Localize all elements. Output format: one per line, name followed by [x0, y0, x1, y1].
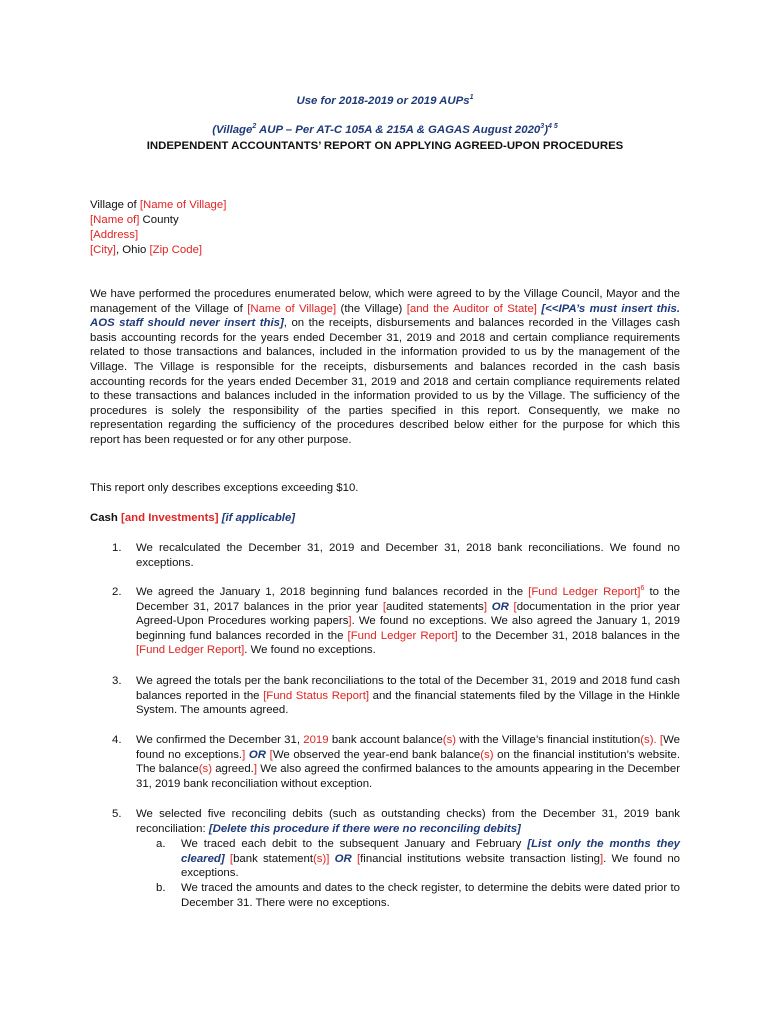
- usage-note: Use for 2018-2019 or 2019 AUPs$^1$: [296, 94, 474, 107]
- address-line-village: Village of [Name of Village]: [90, 199, 227, 211]
- document-page: Use for 2018-2019 or 2019 AUPs$^1$ (Village$^2$ AUP – Per AT-C 105A & 215A & GAGAS August 2020$^3$)$^{4 5}$ INDEPENDENT ACCOUNTANTS’ REPORT ON APPLYING AGREED-UPON PROCEDURES Village of [Name of Village] [Name of] County [Address] [City], Ohio [Zip Code] We have performed the procedures enumerated below, which were agreed to by the Village Council, Mayor and the management of the Village of [Name of Village] (the Village) [and the Auditor of State] [<<IPA’s must insert this. AOS staff should never insert this], on the receipts, disbursements and balances recorded in the Villages cash basis accounting records for the years ended December 31, 2019 and 2018 and certain compliance requirements related to those transactions and balances, included in the information provided to us by the management of the Village. The Village is responsible for the receipts, disbursements and balances recorded in the cash basis accounting records for the years ended December 31, 2019 and 2018 and certain compliance requirements related to these transactions and balances included in the information provided to us by the Village. The sufficiency of the procedures is solely the responsibility of the parties specified in this report. Consequently, we make no representation regarding the sufficiency of the procedures described below either for the purpose for which this report has been requested or for any other purpose. This report only describes exceptions exceeding $10. Cash [and Investments] [if applicable] 1. We recalculated the December 31, 2019 and December 31, 2018 bank reconciliations. We found no exceptions. 2. We agreed the January 1, 2018 beginning fund balances recorded in the [Fund Ledger Report]$^6$ to the December 31, 2017 balances in the prior year [audited statements] OR [documentation in the prior year Agreed-Upon Procedures working papers]. We found no exceptions. We also agreed the January 1, 2019 beginning fund balances recorded in the [Fund Ledger Report] to the December 31, 2018 balances in the [Fund Ledger Report]. We found no exceptions. 3. We agreed the totals per the bank reconciliations to the total of the December 31, 2019 and 2018 fund cash balances reported in the [Fund Status Report] and the financial statements filed by the Village in the Hinkle System. The amounts agreed. 4. We confirmed the December 31, 2019 bank account balance(s) with the Village’s financial institution(s). [We found no exceptions.] OR [We observed the year-end bank balance(s) on the financial institution’s website. The balance(s) agreed.] We also agreed the confirmed balances to the amounts appearing in the December 31, 2019 bank reconciliation without exception. 5. We selected five reconciling debits (such as outstanding checks) from the December 31, 2019 bank reconciliation: [Delete this procedure if there were no reconciling debits] a. We traced each debit to the subsequent January and February [List only the months they cleared] [bank statement(s)] OR [financial institutions website transaction listing]. We found no exceptions. b. We traced the amounts and dates to the check register, to determine the debits were dated prior to December 31. There were no exceptions.: [0, 0, 770, 1024]
- address-line-street: [Address]: [90, 229, 139, 241]
- intro-paragraph: We have performed the procedures enumerated below, which were agreed to by the Village Council, Mayor and the management of the Village of [Name of Village] (the Village) [and the Auditor of State] [<<IPA’s must insert this. AOS staff should never insert this], on the receipts, disbursements and balances recorded in the Villages cash basis accounting records for the years ended December 31, 2019 and 2018 and certain compliance requirements related to those transactions and balances, included in the information provided to us by the management of the Village. The Village is responsible for the receipts, disbursements and balances recorded in the cash basis accounting records for the years ended December 31, 2019 and 2018 and certain compliance requirements related to these transactions and balances included in the information provided to us by the Village. The sufficiency of the procedures is solely the responsibility of the parties specified in this report. Consequently, we make no representation regarding the sufficiency of the procedures described below either for the purpose for which this report has been requested or for any other purpose.: [90, 288, 681, 446]
- cash-section-heading: Cash [and Investments] [if applicable]: [90, 512, 296, 524]
- aup-standard-note: (Village$^2$ AUP – Per AT-C 105A & 215A & GAGAS August 2020$^3$)$^{4 5}$: [212, 123, 558, 136]
- report-title: INDEPENDENT ACCOUNTANTS’ REPORT ON APPLYING AGREED-UPON PROCEDURES: [146, 140, 624, 152]
- address-line-county: [Name of] County: [90, 214, 179, 226]
- exceptions-note: This report only describes exceptions exceeding $10.: [90, 482, 359, 494]
- address-block: [90, 198, 226, 258]
- address-line-city: [City], Ohio [Zip Code]: [90, 244, 203, 256]
